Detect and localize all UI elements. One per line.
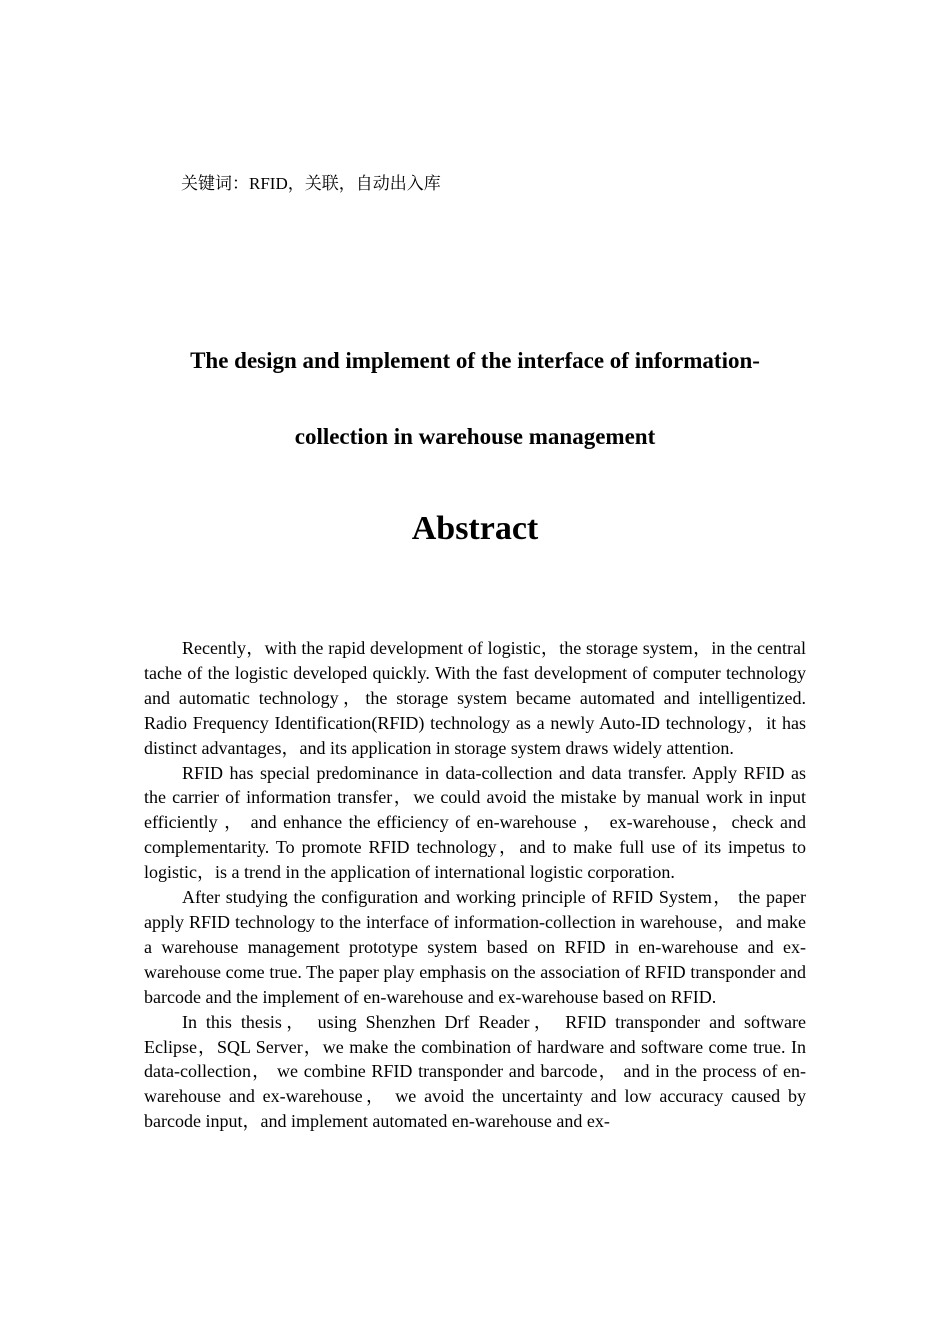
english-title-line-2: collection in warehouse management (294, 424, 656, 449)
keywords-line: 关键词：RFID，关联，自动出入库 (181, 174, 441, 193)
abstract-paragraph: RFID has special predominance in data-collection and data transfer. Apply RFID as the carrier of information transfer，we could avoid the mistake by manual work in input efficiently ， and enhance the efficiency of en-warehouse ， ex-warehouse，check and complementarity. To promote RFID technology，and to make full use of its impetus to logistic，is a trend in the application of international logistic corporation. (144, 762, 806, 883)
abstract-paragraph: In this thesis， using Shenzhen Drf Reader， RFID transponder and software Eclipse，SQL Server，we make the combination of hardware and software come true. In data-collection， we combine RFID transponder and barcode， and in the process of en-warehouse and ex-warehouse， we avoid the uncertainty and low accuracy caused by barcode input，and implement automated en-warehouse and ex- (144, 1011, 806, 1132)
abstract-heading: Abstract (411, 510, 539, 547)
abstract-body (144, 636, 806, 1134)
abstract-paragraph: Recently，with the rapid development of logistic，the storage system，in the central tache of the logistic developed quickly. With the fast development of computer technology and automatic technology，the storage system became automated and intelligentized. Radio Frequency Identification(RFID) technology as a newly Auto-ID technology，it has distinct advantages，and its application in storage system draws widely attention. (144, 638, 806, 758)
abstract-paragraph: After studying the configuration and working principle of RFID System， the paper apply RFID technology to the interface of information-collection in warehouse，and make a warehouse management prototype system based on RFID in en-warehouse and ex-warehouse come true. The paper play emphasis on the association of RFID transponder and barcode and the implement of en-warehouse and ex-warehouse based on RFID. (144, 887, 806, 1007)
english-title-line-1: The design and implement of the interface of information- (190, 348, 760, 373)
